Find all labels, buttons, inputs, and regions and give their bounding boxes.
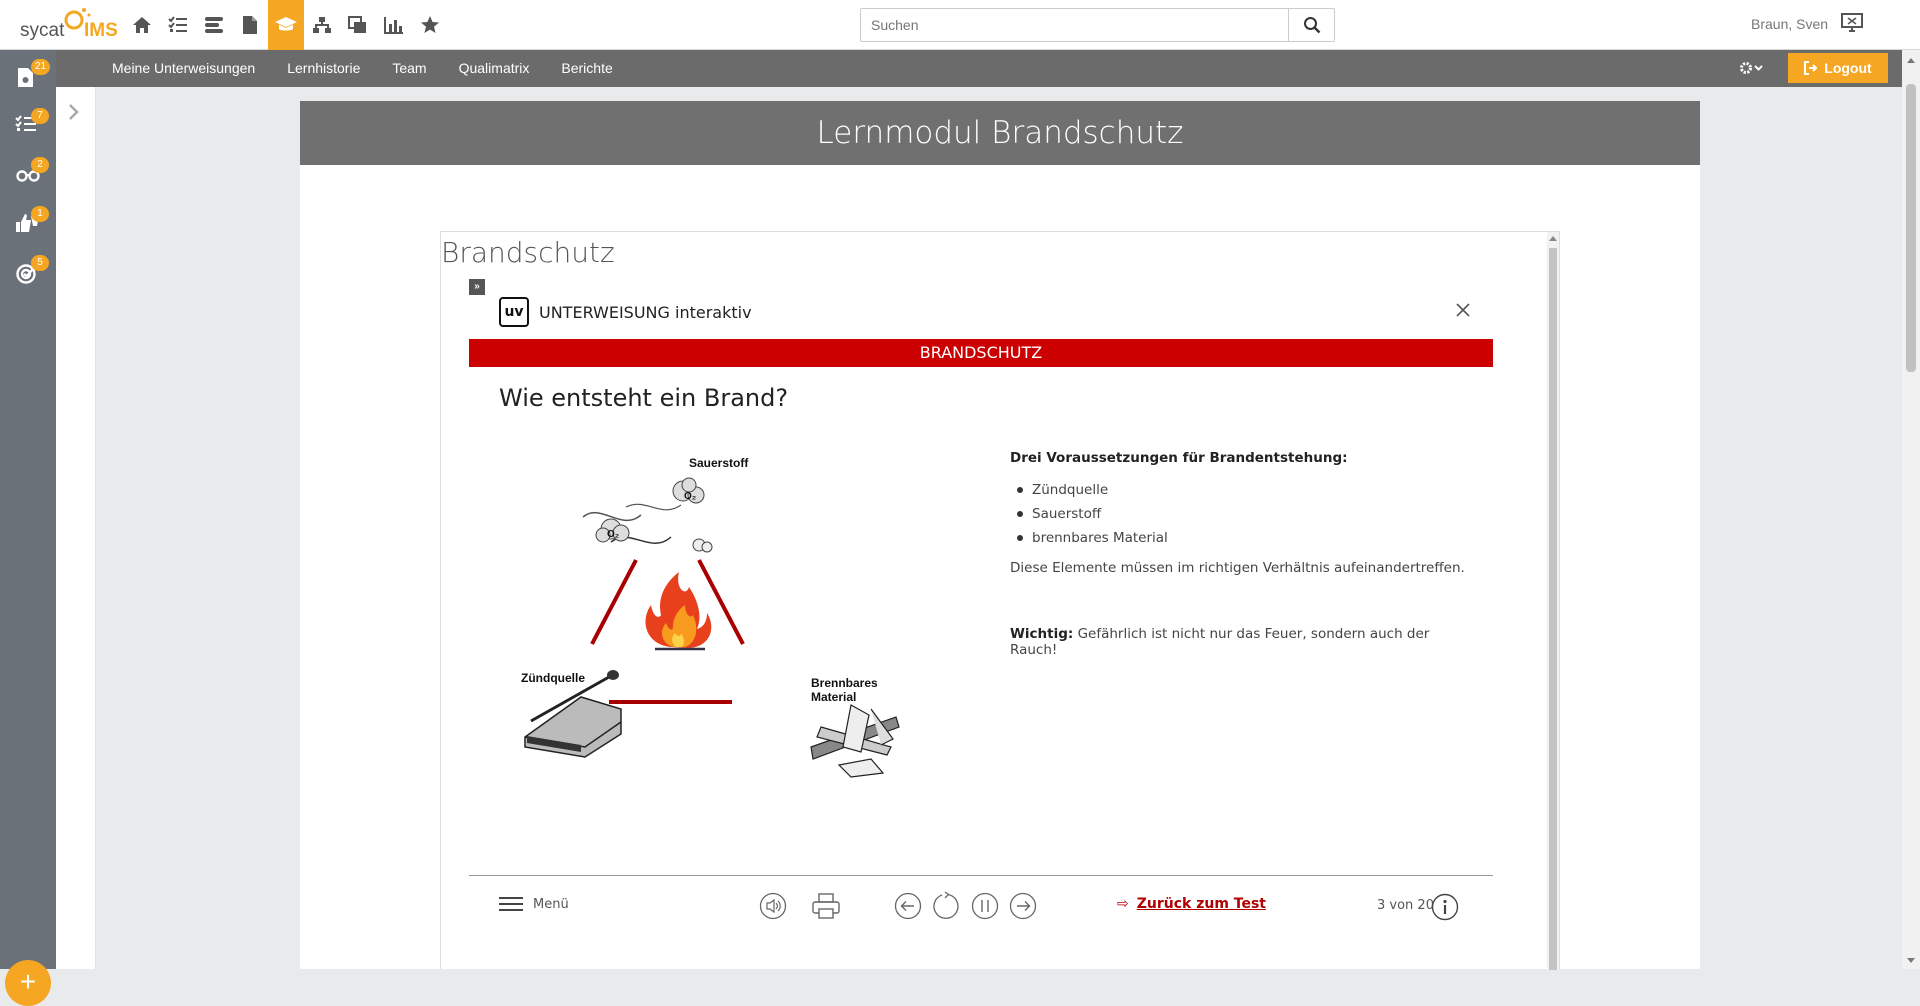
nav-org[interactable]	[304, 0, 340, 50]
logo-text-right: IMS	[84, 20, 118, 41]
fire-triangle-illustration	[521, 447, 921, 847]
triangle-edge-left	[592, 560, 636, 644]
boards-icon	[204, 16, 224, 34]
warning-text	[1010, 626, 1470, 658]
settings-dropdown[interactable]	[1739, 60, 1765, 81]
nav-reports[interactable]	[376, 0, 412, 50]
print-button[interactable]	[811, 892, 841, 924]
sitemap-icon	[312, 16, 332, 34]
learning-module-frame	[440, 231, 1560, 969]
search-input[interactable]	[861, 9, 1289, 41]
list-item: brennbares Material	[1010, 526, 1470, 550]
module-frame-title: Brandschutz	[441, 236, 615, 269]
info-icon	[1431, 893, 1459, 921]
badge-reviews: 2	[31, 157, 49, 173]
info-paragraph: Diese Elemente müssen im richtigen Verhältnis aufeinandertreffen.	[1010, 560, 1465, 576]
info-panel	[1010, 450, 1470, 658]
nav-copies[interactable]	[340, 0, 376, 50]
star-icon	[420, 16, 440, 34]
subnav-meine-unterweisungen[interactable]: Meine Unterweisungen	[112, 60, 256, 76]
sycat-ims-logo[interactable]	[20, 6, 118, 46]
question-heading: Wie entsteht ein Brand?	[499, 384, 789, 412]
page-counter: 3 von 20	[1377, 898, 1434, 913]
pause-button[interactable]	[971, 892, 999, 924]
screen-share-button[interactable]	[1841, 13, 1863, 38]
replay-button[interactable]	[932, 892, 960, 924]
close-module-button[interactable]	[1455, 302, 1471, 323]
wood-illustration	[811, 705, 899, 777]
label-material: Material	[811, 690, 857, 704]
page-title: Lernmodul Brandschutz	[300, 101, 1700, 165]
nav-documents[interactable]	[232, 0, 268, 50]
logo-text-left: sycat	[20, 20, 65, 41]
warning-label: Wichtig:	[1010, 626, 1074, 642]
flame-icon	[645, 572, 711, 649]
menu-button[interactable]	[499, 896, 569, 912]
label-brennbares: Brennbares	[811, 676, 878, 690]
logout-label: Logout	[1824, 60, 1872, 76]
module-header-title: UNTERWEISUNG interaktiv	[539, 302, 752, 322]
requirements-list	[1010, 478, 1470, 550]
nav-checklist[interactable]	[160, 0, 196, 50]
label-zuendquelle: Zündquelle	[521, 671, 585, 685]
info-heading: Drei Voraussetzungen für Brandentstehung:	[1010, 450, 1348, 466]
arrow-left-icon	[894, 892, 922, 920]
scroll-down-arrow[interactable]	[1907, 958, 1915, 963]
previous-button[interactable]	[894, 892, 922, 924]
sub-navigation-bar	[56, 50, 1902, 87]
sidebar-item-documents[interactable]	[15, 61, 47, 95]
monitor-icon	[1841, 13, 1863, 33]
topic-banner: BRANDSCHUTZ	[469, 339, 1493, 367]
o2-label-2: O₂	[607, 529, 620, 540]
badge-approvals: 1	[31, 206, 49, 222]
main-nav	[124, 0, 448, 50]
nav-boards[interactable]	[196, 0, 232, 50]
warning-body: Gefährlich ist nicht nur das Feuer, sondern auch der Rauch!	[1010, 626, 1430, 658]
expand-toc-button[interactable]: »	[469, 279, 485, 295]
graduation-cap-icon	[274, 16, 298, 34]
subnav-team[interactable]: Team	[392, 60, 427, 76]
add-fab-button[interactable]: +	[5, 960, 51, 1006]
module-header	[499, 296, 752, 328]
subnav-lernhistorie[interactable]: Lernhistorie	[287, 60, 361, 76]
main-card	[300, 101, 1700, 969]
module-scroll-up-arrow[interactable]	[1549, 236, 1557, 241]
expand-panel-button[interactable]	[68, 103, 80, 126]
subnav-berichte[interactable]: Berichte	[561, 60, 613, 76]
nav-home[interactable]	[124, 0, 160, 50]
left-sidebar	[0, 50, 56, 997]
logout-icon	[1804, 61, 1818, 75]
label-sauerstoff: Sauerstoff	[689, 456, 749, 470]
close-icon	[1455, 302, 1471, 318]
double-arrow-icon: ⇨	[1117, 896, 1129, 912]
search-button[interactable]	[1288, 9, 1334, 41]
badge-documents: 21	[31, 59, 50, 75]
back-to-test-label: Zurück zum Test	[1136, 896, 1266, 912]
print-icon	[811, 892, 841, 920]
next-button[interactable]	[1009, 892, 1037, 924]
sidebar-item-tasks[interactable]	[15, 110, 45, 144]
hamburger-icon	[499, 896, 523, 912]
checklist-icon	[168, 16, 188, 34]
uv-logo: uv	[499, 297, 529, 327]
nav-learning[interactable]	[268, 0, 304, 50]
copy-icon	[348, 16, 368, 34]
menu-label: Menü	[533, 896, 569, 912]
oxygen-illustration	[583, 478, 712, 552]
panel-collapse-strip	[56, 87, 96, 969]
audio-button[interactable]	[759, 892, 787, 924]
sub-navigation	[112, 50, 645, 87]
sidebar-item-goals[interactable]	[15, 257, 45, 291]
search-box	[860, 8, 1335, 42]
search-icon	[1303, 16, 1321, 34]
module-scrollbar[interactable]	[1547, 232, 1559, 970]
o2-label-1: O₂	[684, 491, 697, 502]
scroll-up-arrow[interactable]	[1907, 58, 1915, 63]
module-scroll-thumb[interactable]	[1549, 248, 1557, 970]
chevron-down-icon	[1755, 66, 1762, 70]
top-bar	[0, 0, 1920, 50]
badge-goals: 5	[31, 255, 49, 271]
sidebar-item-reviews[interactable]	[15, 159, 45, 193]
back-to-test-link[interactable]	[1117, 896, 1266, 912]
subnav-qualimatrix[interactable]: Qualimatrix	[458, 60, 530, 76]
scroll-thumb[interactable]	[1906, 84, 1916, 372]
player-controls	[469, 876, 1493, 936]
speaker-icon	[759, 892, 787, 920]
logout-button[interactable]	[1788, 53, 1888, 83]
sidebar-item-approvals[interactable]	[15, 208, 45, 242]
badge-tasks: 7	[31, 108, 49, 124]
bar-chart-icon	[384, 16, 404, 34]
info-button[interactable]	[1431, 893, 1459, 925]
user-name[interactable]: Braun, Sven	[1751, 16, 1829, 32]
nav-favorites[interactable]	[412, 0, 448, 50]
list-item: Zündquelle	[1010, 478, 1470, 502]
document-icon	[242, 15, 258, 35]
arrow-right-icon	[1009, 892, 1037, 920]
pause-icon	[971, 892, 999, 920]
list-item: Sauerstoff	[1010, 502, 1470, 526]
replay-icon	[932, 892, 960, 920]
gear-icon	[1739, 60, 1765, 76]
home-icon	[132, 16, 152, 34]
chevron-right-icon	[68, 103, 80, 121]
page-scrollbar[interactable]	[1902, 50, 1920, 969]
